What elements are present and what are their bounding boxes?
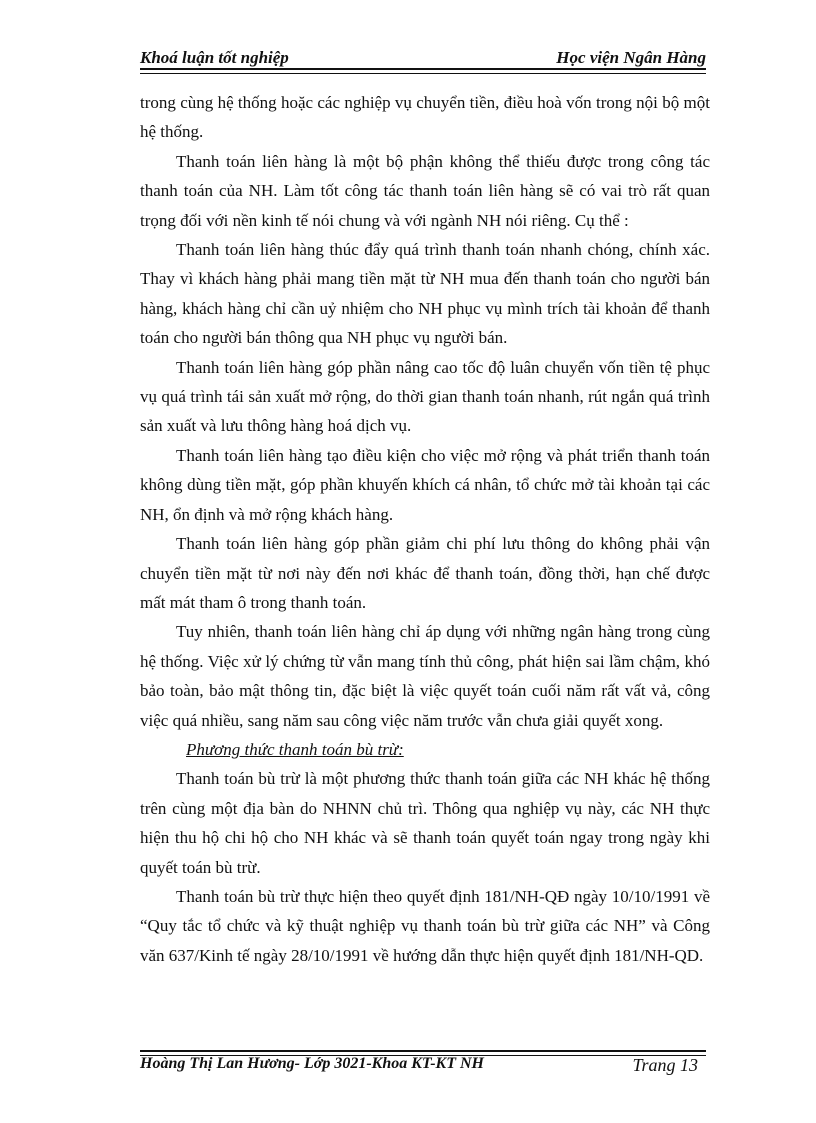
paragraph: Thanh toán liên hàng tạo điều kiện cho việc mở rộng và phát triển thanh toán không dùng tiền mặt, góp phần khuyến khích cá nhân, tổ chức mở tài khoản tại các NH, ổn định và mở rộng khách hàng.	[140, 445, 710, 524]
header-divider	[140, 68, 706, 74]
footer-author: Hoàng Thị Lan Hương- Lớp 3021-Khoa KT-KT NH	[140, 1055, 484, 1072]
paragraph: Thanh toán liên hàng góp phần giảm chi phí lưu thông do không phải vận chuyển tiền mặt từ nơi này đến nơi khác để thanh toán, đồng thời, hạn chế được mất mát tham ô trong thanh toán.	[140, 534, 710, 612]
paragraph: Thanh toán liên hàng thúc đẩy quá trình thanh toán nhanh chóng, chính xác. Thay vì khách hàng phải mang tiền mặt từ NH mua đến thanh toán cho người bán hàng, khách hàng chỉ cần uỷ nhiệm cho NH phục vụ mình trích tài khoản để thanh toán cho người bán thông qua NH phục vụ người bán.	[140, 240, 710, 348]
page-header	[140, 46, 706, 70]
paragraph: Thanh toán liên hàng góp phần nâng cao tốc độ luân chuyển vốn tiền tệ phục vụ quá trình tái sản xuất mở rộng, do thời gian thanh toán nhanh, rút ngắn quá trình sản xuất và lưu thông hàng hoá dịch vụ.	[140, 357, 710, 436]
header-thesis-title: Khoá luận tốt nghiệp	[140, 48, 289, 67]
paragraph: Tuy nhiên, thanh toán liên hàng chỉ áp dụng với những ngân hàng trong cùng hệ thống. Việc xử lý chứng từ vẫn mang tính thủ công, phát hiện sai lầm chậm, khó bảo toàn, bảo mật thông tin, đặc biệt là việc quyết toán cuối năm rất vất vả, công việc quá nhiều, sang năm sau công việc năm trước vẫn chưa giải quyết xong.	[140, 622, 710, 730]
paragraph-continued: trong cùng hệ thống hoặc các nghiệp vụ chuyển tiền, điều hoà vốn trong nội bộ một hệ thống.	[140, 93, 710, 142]
header-institution: Học viện Ngân Hàng	[556, 48, 706, 67]
section-heading: Phương thức thanh toán bù trừ:	[186, 739, 404, 759]
page-footer	[140, 1055, 706, 1079]
page-number: Trang 13	[632, 1055, 698, 1075]
paragraph: Thanh toán bù trừ là một phương thức thanh toán giữa các NH khác hệ thống trên cùng một địa bàn do NHNN chủ trì. Thông qua nghiệp vụ này, các NH thực hiện thu hộ chi hộ cho NH khác và sẽ thanh toán quyết toán ngay trong ngày khi quyết toán bù trừ.	[140, 769, 710, 877]
paragraph: Thanh toán liên hàng là một bộ phận không thể thiếu được trong công tác thanh toán của NH. Làm tốt công tác thanh toán liên hàng sẽ có vai trò rất quan trọng đối với nền kinh tế nói chung và với ngành NH nói riêng. Cụ thể :	[140, 151, 710, 230]
paragraph: Thanh toán bù trừ thực hiện theo quyết định 181/NH-QĐ ngày 10/10/1991 về “Quy tắc tổ chức và kỹ thuật nghiệp vụ thanh toán bù trừ giữa các NH” và Công văn 637/Kinh tế ngày 28/10/1991 về hướng dẫn thực hiện quyết định 181/NH-QD.	[140, 886, 710, 965]
page-body	[140, 88, 710, 970]
